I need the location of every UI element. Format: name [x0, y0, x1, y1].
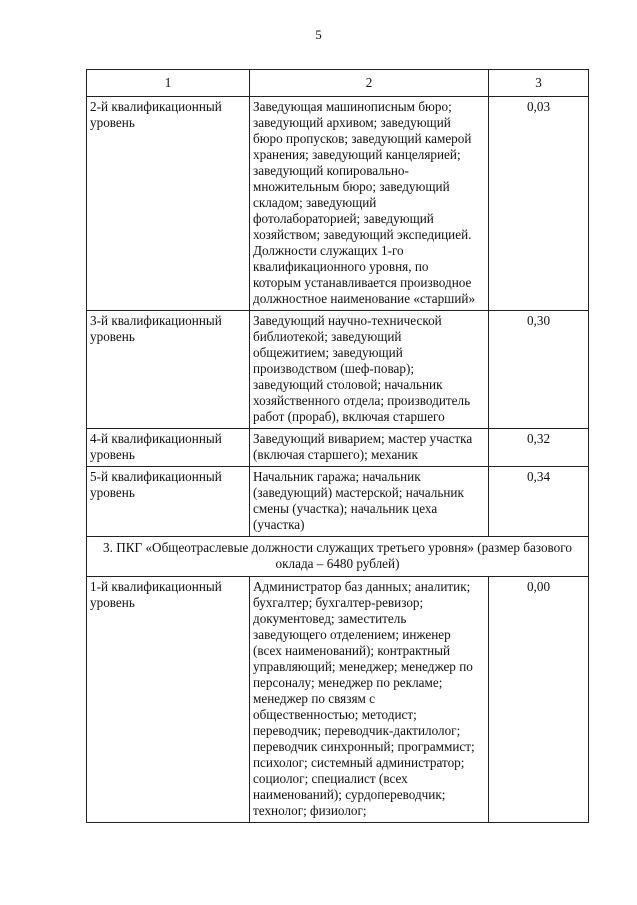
- table-header-row: [87, 70, 589, 97]
- position-line: заведующего отделением; инженер: [253, 627, 451, 642]
- table-row: [87, 311, 589, 429]
- positions-list: [250, 467, 489, 537]
- position-line: фотолабораторией; заведующий: [253, 211, 434, 226]
- position-line: Заведующая машинописным бюро;: [253, 99, 452, 114]
- coefficient: 0,32: [489, 429, 589, 467]
- position-line: Должности служащих 1-го: [253, 243, 404, 258]
- qualification-table: [86, 69, 589, 823]
- position-line: заведующий архивом; заведующий: [253, 115, 451, 130]
- position-line: должностное наименование «старший»: [253, 291, 476, 306]
- section-heading-row: [87, 537, 589, 577]
- positions-list: [250, 577, 489, 823]
- positions-list: [250, 311, 489, 429]
- position-line: хозяйственного отдела; производитель: [253, 393, 471, 408]
- position-line: документовед; заместитель: [253, 611, 407, 626]
- position-line: Заведующий виварием; мастер участка: [253, 431, 473, 446]
- position-line: психолог; системный администратор;: [253, 755, 465, 770]
- position-line: переводчик синхронный; программист;: [253, 739, 475, 754]
- position-line: производством (шеф-повар);: [253, 361, 415, 376]
- qualification-level: 2-й квалификационный уровень: [87, 97, 250, 311]
- coefficient: 0,00: [489, 577, 589, 823]
- position-line: смены (участка); начальник цеха: [253, 501, 438, 516]
- coefficient: 0,30: [489, 311, 589, 429]
- position-line: хозяйством; заведующий экспедицией.: [253, 227, 472, 242]
- table-row: [87, 429, 589, 467]
- position-line: персоналу; менеджер по рекламе;: [253, 675, 443, 690]
- position-line: бюро пропусков; заведующий камерой: [253, 131, 472, 146]
- positions-list: [250, 97, 489, 311]
- position-line: общежитием; заведующий: [253, 345, 403, 360]
- position-line: Администратор баз данных; аналитик;: [253, 579, 471, 594]
- qualification-level: 4-й квалификационный уровень: [87, 429, 250, 467]
- position-line: заведующий копировально-: [253, 163, 409, 178]
- position-line: общественностью; методист;: [253, 707, 417, 722]
- column-header-1: 1: [87, 70, 250, 97]
- position-line: (включая старшего); механик: [253, 447, 418, 462]
- position-line: складом; заведующий: [253, 195, 377, 210]
- position-line: бухгалтер; бухгалтер-ревизор;: [253, 595, 424, 610]
- position-line: Начальник гаража; начальник: [253, 469, 421, 484]
- section-heading: 3. ПКГ «Общеотраслевые должности служащих третьего уровня» (размер базового оклада – 6480 рублей): [87, 537, 589, 577]
- positions-list: [250, 429, 489, 467]
- position-line: управляющий; менеджер; менеджер по: [253, 659, 473, 674]
- qualification-level: 5-й квалификационный уровень: [87, 467, 250, 537]
- position-line: переводчик; переводчик-дактилолог;: [253, 723, 461, 738]
- position-line: (всех наименований); контрактный: [253, 643, 451, 658]
- position-line: которым устанавливается производное: [253, 275, 472, 290]
- position-line: хранения; заведующий канцелярией;: [253, 147, 461, 162]
- column-header-2: 2: [250, 70, 489, 97]
- table-row: [87, 97, 589, 311]
- position-line: (заведующий) мастерской; начальник: [253, 485, 464, 500]
- position-line: наименований); сурдопереводчик;: [253, 787, 446, 802]
- table-row: [87, 467, 589, 537]
- qualification-level: 3-й квалификационный уровень: [87, 311, 250, 429]
- coefficient: 0,03: [489, 97, 589, 311]
- qualification-level: 1-й квалификационный уровень: [87, 577, 250, 823]
- position-line: социолог; специалист (всех: [253, 771, 408, 786]
- table-row: [87, 577, 589, 823]
- page-number: 5: [315, 27, 322, 42]
- position-line: библиотекой; заведующий: [253, 329, 402, 344]
- column-header-3: 3: [489, 70, 589, 97]
- position-line: менеджер по связям с: [253, 691, 376, 706]
- position-line: Заведующий научно-технической: [253, 313, 442, 328]
- position-line: (участка): [253, 517, 305, 532]
- position-line: заведующий столовой; начальник: [253, 377, 443, 392]
- position-line: технолог; физиолог;: [253, 803, 367, 818]
- position-line: квалификационного уровня, по: [253, 259, 429, 274]
- coefficient: 0,34: [489, 467, 589, 537]
- position-line: множительным бюро; заведующий: [253, 179, 450, 194]
- position-line: работ (прораб), включая старшего: [253, 409, 445, 424]
